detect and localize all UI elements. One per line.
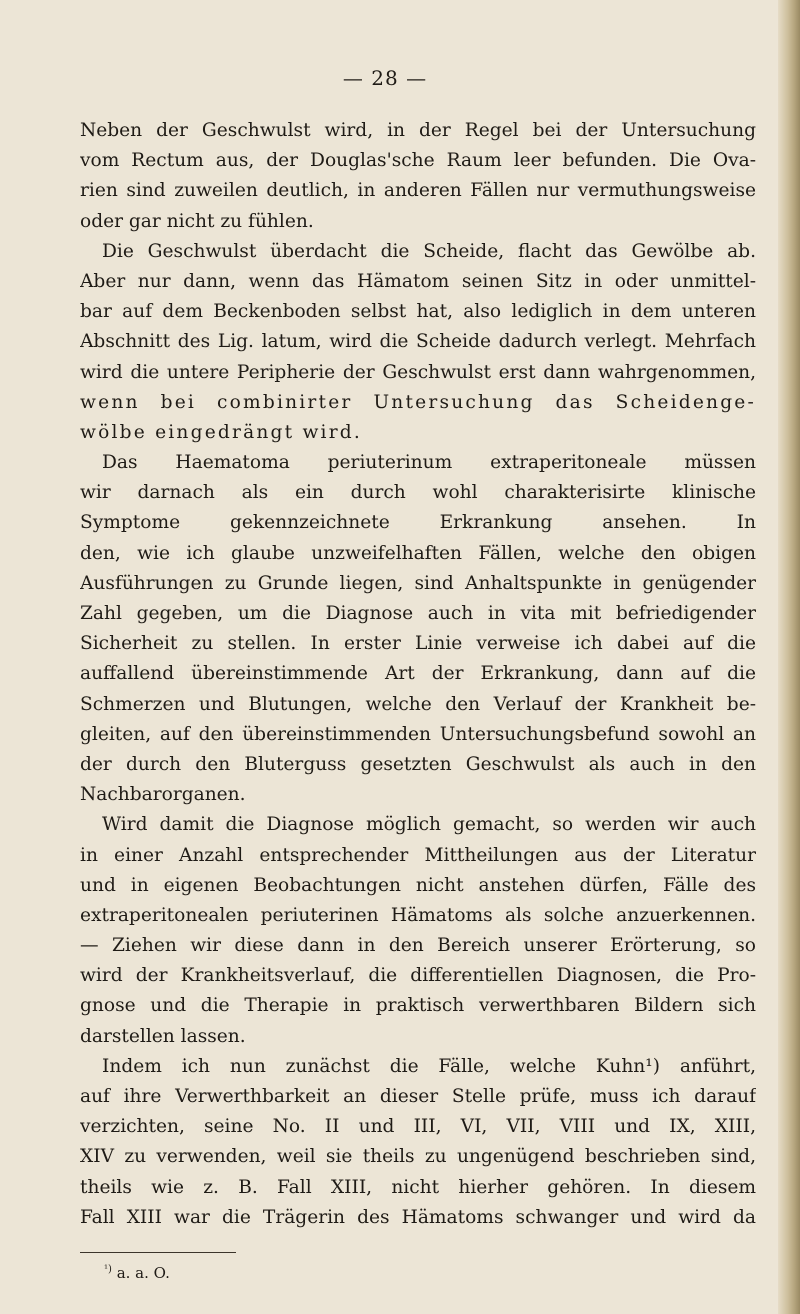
text-line: Zahl gegeben, um die Diagnose auch in vita mit befriedigender: [80, 603, 756, 624]
text-line: wölbe eingedrängt wird.: [80, 421, 363, 443]
text-line: oder gar nicht zu fühlen.: [80, 210, 314, 232]
text-line: Abschnitt des Lig. latum, wird die Scheide dadurch verlegt. Mehrfach: [80, 331, 756, 353]
text-line: Indem ich nun zunächst die Fälle, welche Kuhn¹) anführt,: [102, 1055, 756, 1077]
text-line: Schmerzen und Blutungen, welche den Verlauf der Krankheit be-: [80, 693, 756, 715]
text-line: verzichten, seine No. II und III, VI, VII, VIII und IX, XIII,: [80, 1116, 756, 1138]
text-line: Das Haematoma periuterinum extraperitoneale müssen: [102, 452, 756, 474]
footnote-marker: ¹): [104, 1264, 112, 1275]
text-line: rien sind zuweilen deutlich, in anderen Fällen nur vermuthungsweise: [80, 180, 756, 202]
text-line: gnose und die Therapie in praktisch verwerthbaren Bildern sich: [80, 995, 756, 1017]
text-line: Aber nur dann, wenn das Hämatom seinen Sitz in oder unmittel-: [80, 270, 756, 292]
page-edge: [778, 0, 800, 1314]
text-line: der durch den Bluterguss gesetzten Geschwulst als auch in den: [80, 753, 756, 775]
text-line: theils wie z. B. Fall XIII, nicht hierher gehören. In diesem: [80, 1176, 756, 1198]
text-line: in einer Anzahl entsprechender Mittheilungen aus der Literatur: [80, 844, 756, 866]
text-line: Sicherheit zu stellen. In erster Linie verweise ich dabei auf die: [80, 633, 756, 655]
text-line: Neben der Geschwulst wird, in der Regel bei der Untersuchung: [80, 120, 756, 141]
text-line: bar auf dem Beckenboden selbst hat, also lediglich in dem unteren: [80, 301, 756, 323]
text-line: Ausführungen zu Grunde liegen, sind Anhaltspunkte in genügender: [80, 572, 756, 594]
text-line: Fall XIII war die Trägerin des Hämatoms schwanger und wird da: [80, 1206, 756, 1228]
text-line: und in eigenen Beobachtungen nicht anstehen dürfen, Fälle des: [80, 874, 756, 896]
text-line: XIV zu verwenden, weil sie theils zu ungenügend beschrieben sind,: [80, 1146, 756, 1168]
footnote-divider: [80, 1252, 236, 1253]
text-line: wir darnach als ein durch wohl charakterisirte klinische: [80, 482, 756, 504]
text-line: auf ihre Verwerthbarkeit an dieser Stelle prüfe, muss ich darauf: [80, 1086, 756, 1107]
text-line: auffallend übereinstimmende Art der Erkrankung, dann auf die: [80, 663, 756, 685]
text-line: darstellen lassen.: [80, 1025, 246, 1047]
footnote-text: a. a. O.: [116, 1264, 170, 1282]
text-line: extraperitonealen periuterinen Hämatoms als solche anzuerkennen.: [80, 904, 756, 926]
text-line: wird die untere Peripherie der Geschwulst erst dann wahrgenommen,: [80, 361, 756, 383]
text-line: gleiten, auf den übereinstimmenden Untersuchungsbefund sowohl an: [80, 723, 756, 745]
body-text: [80, 116, 756, 1233]
text-line: vom Rectum aus, der Douglas'sche Raum leer befunden. Die Ova-: [80, 150, 756, 172]
text-line: wird der Krankheitsverlauf, die differentiellen Diagnosen, die Pro-: [80, 965, 756, 987]
text-line: Symptome gekennzeichnete Erkrankung ansehen. In: [80, 512, 756, 534]
page-number: — 28 —: [342, 66, 428, 90]
text-line: wenn bei combinirter Untersuchung das Scheidenge-: [80, 391, 756, 413]
text-line: den, wie ich glaube unzweifelhaften Fällen, welche den obigen: [80, 542, 756, 564]
text-line: — Ziehen wir diese dann in den Bereich unserer Erörterung, so: [80, 935, 756, 957]
text-line: Die Geschwulst überdacht die Scheide, flacht das Gewölbe ab.: [102, 240, 756, 262]
text-line: Nachbarorganen.: [80, 784, 246, 806]
footnote: [104, 1264, 170, 1282]
text-line: Wird damit die Diagnose möglich gemacht, so werden wir auch: [102, 814, 756, 836]
